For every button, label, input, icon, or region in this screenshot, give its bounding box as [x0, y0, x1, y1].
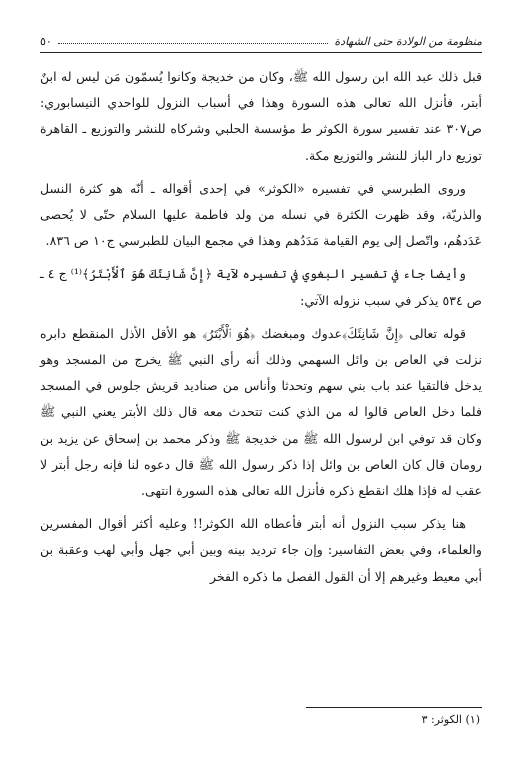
- paragraph-4: قوله تعالى ﴿إِنَّ شَانِئَكَ﴾عدوك ومبغضك ﴿هُوَ ٱلْأَبْتَرُ﴾ هو الأقل الأذل المنقطع دابره نزلت في العاص بن وائل السهمي وذلك أنه رأى النبي ﷺ يخرج من المسجد وهو يدخل فالتقيا عند باب بني سهم وتحدثا وأناس من صناديد قريش جلوس في المسجد فلما دخل العاص قالوا له من الذي كنت تتحدث معه قال ذلك الأبتر يعني النبي ﷺ وكان قد توفي ابن لرسول الله ﷺ من خديجة ﷺ وذكر محمد بن إسحاق عن يزيد بن رومان قال كان العاص بن وائل إذا ذكر رسول الله ﷺ قال دعوه لنا فإنه رجل أبتر لا عقب له فإذا هلك انقطع ذكره فأنزل الله تعالى هذه السورة انتهى.: [40, 325, 482, 499]
- paragraph-5: هنا يذكر سبب النزول أنه أبتر فأعطاه الله الكوثر!! وعليه أكثر أقوال المفسرين والعلماء، وفي بعض التفاسير: وإن جاء ترديد بينه وبين أبي جهل وأبي لهب وعقبة بن أبي معيط وغيرهم إلا أن القول الفصل ما ذكره الفخر: [40, 516, 482, 584]
- running-header: [40, 28, 482, 48]
- paragraph-2: وروى الطبرسي في تفسيره «الكوثر» في إحدى أقواله ـ أنّه هو كثرة النسل والذريّة، وقد ظهرت الكثرة في نسله من ولد فاطمة عليها السلام حتّى لا يُحصى عَدَدهُم، واتّصل إلى يوم القيامة مَدَدُهم وهذا في مجمع البيان للطبرسي ج١٠ ص ٨٣٦.: [40, 180, 482, 249]
- footnote-rule: [306, 707, 482, 708]
- paragraph-3: وأيضا جاء في تفسير البغوي في تفسيره لآية ﴿إِنَّ شَانِئَكَ هُوَ ٱلْأَبْتَرُ﴾⁽¹⁾ ج ٤ ـ ص ٥٣٤ يذكر في سبب نزوله الآتي:: [40, 266, 482, 308]
- paragraph-1: قبل ذلك عبد الله ابن رسول الله ﷺ، وكان من خديجة وكانوا يُسمّون مَن ليس له ابنٌ أبتر، فأنزل الله تعالى هذه السورة وهذا في أسباب النزول للواحدي النيسابوري: ص٣٠٧ عند تفسير سورة الكوثر ط مؤسسة الحلبي وشركاه للنشر والتوزيع ـ القاهرة توزيع دار الباز للنشر والتوزيع مكة.: [40, 69, 482, 163]
- header-dot-leader: [58, 42, 329, 44]
- header-title: منظومة من الولادة حتى الشهادة: [334, 35, 482, 48]
- footnote: (١) الكوثر: ٣: [421, 713, 480, 726]
- header-rule: [40, 52, 482, 53]
- body-text: [40, 64, 482, 597]
- page-number: ٥٠: [40, 35, 52, 48]
